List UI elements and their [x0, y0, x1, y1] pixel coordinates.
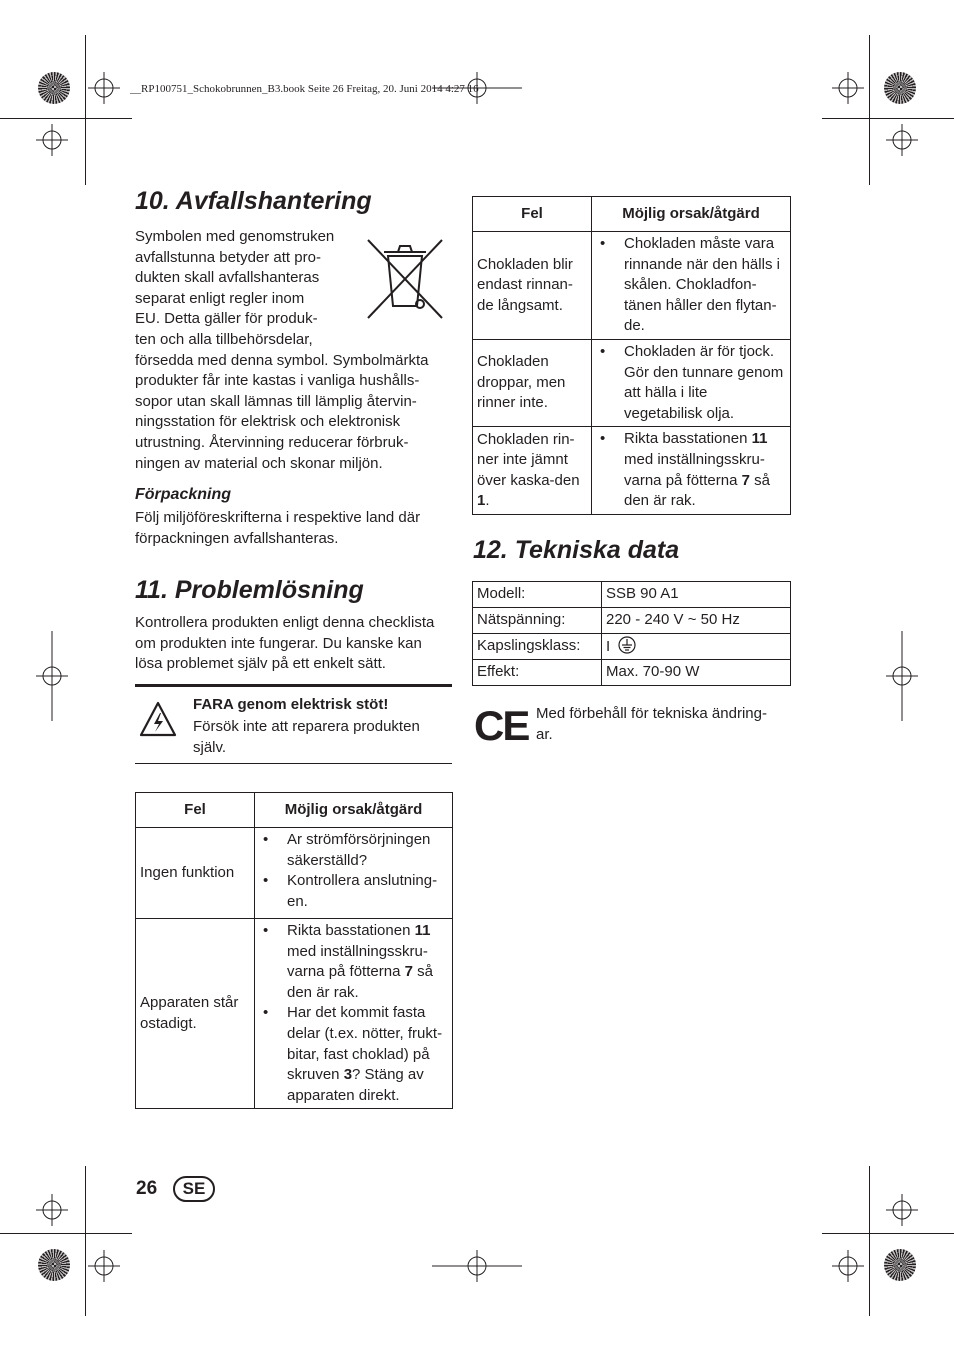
packaging-heading: Förpackning [135, 486, 232, 503]
cause-cell [255, 828, 453, 919]
cause-cell [592, 427, 791, 515]
table-row [136, 919, 453, 1109]
table-row [473, 427, 791, 515]
table-row [473, 634, 791, 660]
error-cell: Chokladen droppar, men rinner inte. [473, 340, 592, 427]
spec-label: Kapslingsklass: [473, 634, 602, 660]
column-header-cause: Möjlig orsak/åtgärd [255, 793, 453, 828]
spec-label: Nätspänning: [473, 608, 602, 634]
table-row [136, 828, 453, 919]
packaging-text: Följ miljöföreskrifterna i respektive land där förpackningen avfallshanteras. [135, 509, 421, 547]
column-header-error: Fel [136, 793, 255, 828]
section-title: 10. Avfallshantering [135, 187, 372, 215]
error-cell: Chokladen blir endast rinnan-de långsamt. [473, 232, 592, 340]
cause-item: • Har det kommit fasta delar (t.ex. nötter, frukt-bitar, fast choklad) på skruven 3? Stäng av apparaten direkt. [259, 1003, 448, 1106]
crop-mark [822, 118, 954, 119]
cause-item: • Kontrollera anslutning-en. [259, 871, 448, 912]
column-header-cause: Möjlig orsak/åtgärd [592, 197, 791, 232]
crossed-bin-icon [362, 236, 448, 322]
cause-item: • Rikta basstationen 11 med inställningsskru-varna på fötterna 7 så den är rak. [596, 429, 786, 511]
cause-item: • Rikta basstationen 11 med inställningsskru-varna på fötterna 7 så den är rak. [259, 921, 448, 1003]
crop-mark [85, 1166, 86, 1316]
crop-mark [869, 1166, 870, 1316]
troubleshooting-table-continued [472, 196, 791, 515]
cause-item: • Chokladen måste vara rinnande när den hälls i skålen. Chokladfon-tänen håller den flytan-de. [596, 234, 786, 337]
electric-hazard-icon [138, 700, 178, 738]
table-header-row [136, 793, 453, 828]
spec-label: Effekt: [473, 660, 602, 686]
disposal-text: Symbolen med genomstruken avfallstunna betyder att pro- dukten skall avfallshanteras separat enligt regler inom EU. Detta gäller för produk- ten och alla tillbehörsdelar, försedda med denna symbol. Symbolmärkta produkter får inte kastas i vanliga hushålls- sopor utan skall lämnas till lämplig återvin- ningsstation för elektrisk och elektronisk utrustning. Återvinning reducerar förbruk- ningen av material och skonar miljön. [135, 228, 429, 472]
ce-note: Med förbehåll för tekniska ändring- ar. [536, 705, 767, 743]
color-registration-mark [884, 72, 916, 104]
table-row [473, 582, 791, 608]
page-number: 26 [136, 1178, 158, 1199]
error-cell: Apparaten står ostadigt. [136, 919, 255, 1109]
error-cell: Ingen funktion [136, 828, 255, 919]
warning-bottom-rule [135, 763, 452, 764]
section-title: 11. Problemlösning [135, 576, 364, 604]
table-row [473, 340, 791, 427]
warning-title: FARA genom elektrisk stöt! [193, 696, 389, 713]
spec-value-cell [602, 634, 791, 660]
spec-value: Max. 70-90 W [602, 660, 791, 686]
color-registration-mark [38, 72, 70, 104]
error-cell: Chokladen rin-ner inte jämnt över kaska-den 1. [473, 427, 592, 515]
book-header: __RP100751_Schokobrunnen_B3.book Seite 26 Freitag, 20. Juni 2014 4:27 16 [130, 83, 479, 95]
warning-top-rule [135, 684, 452, 687]
section-title: 12. Tekniska data [473, 536, 680, 564]
color-registration-mark [38, 1249, 70, 1281]
crop-mark [822, 1233, 954, 1234]
spec-value: I [606, 637, 611, 655]
warning-text: Försök inte att reparera produkten själv. [193, 718, 420, 756]
cause-cell [592, 232, 791, 340]
language-badge: SE [173, 1176, 215, 1202]
ce-mark-icon: CE [474, 702, 529, 749]
spec-value: SSB 90 A1 [602, 582, 791, 608]
crop-mark [869, 35, 870, 185]
cause-item: • Ar strömförsörjningen säkerställd? [259, 830, 448, 871]
column-header-error: Fel [473, 197, 592, 232]
spec-value: 220 - 240 V ~ 50 Hz [602, 608, 791, 634]
technical-data-table [472, 581, 791, 686]
table-header-row [473, 197, 791, 232]
spec-label: Modell: [473, 582, 602, 608]
crop-mark [0, 1233, 132, 1234]
cause-cell [592, 340, 791, 427]
protective-earth-icon [618, 636, 636, 654]
crop-mark [85, 35, 86, 185]
color-registration-mark [884, 1249, 916, 1281]
table-row [473, 660, 791, 686]
troubleshooting-table [135, 792, 453, 1109]
table-row [473, 608, 791, 634]
crop-mark [0, 118, 132, 119]
troubleshooting-intro: Kontrollera produkten enligt denna checklista om produkten inte fungerar. Du kanske kan lösa problemet själv på ett enkelt sätt. [135, 614, 435, 673]
cause-cell [255, 919, 453, 1109]
cause-item: • Chokladen är för tjock. Gör den tunnare genom att hälla i lite vegetabilisk olja. [596, 342, 786, 424]
table-row [473, 232, 791, 340]
